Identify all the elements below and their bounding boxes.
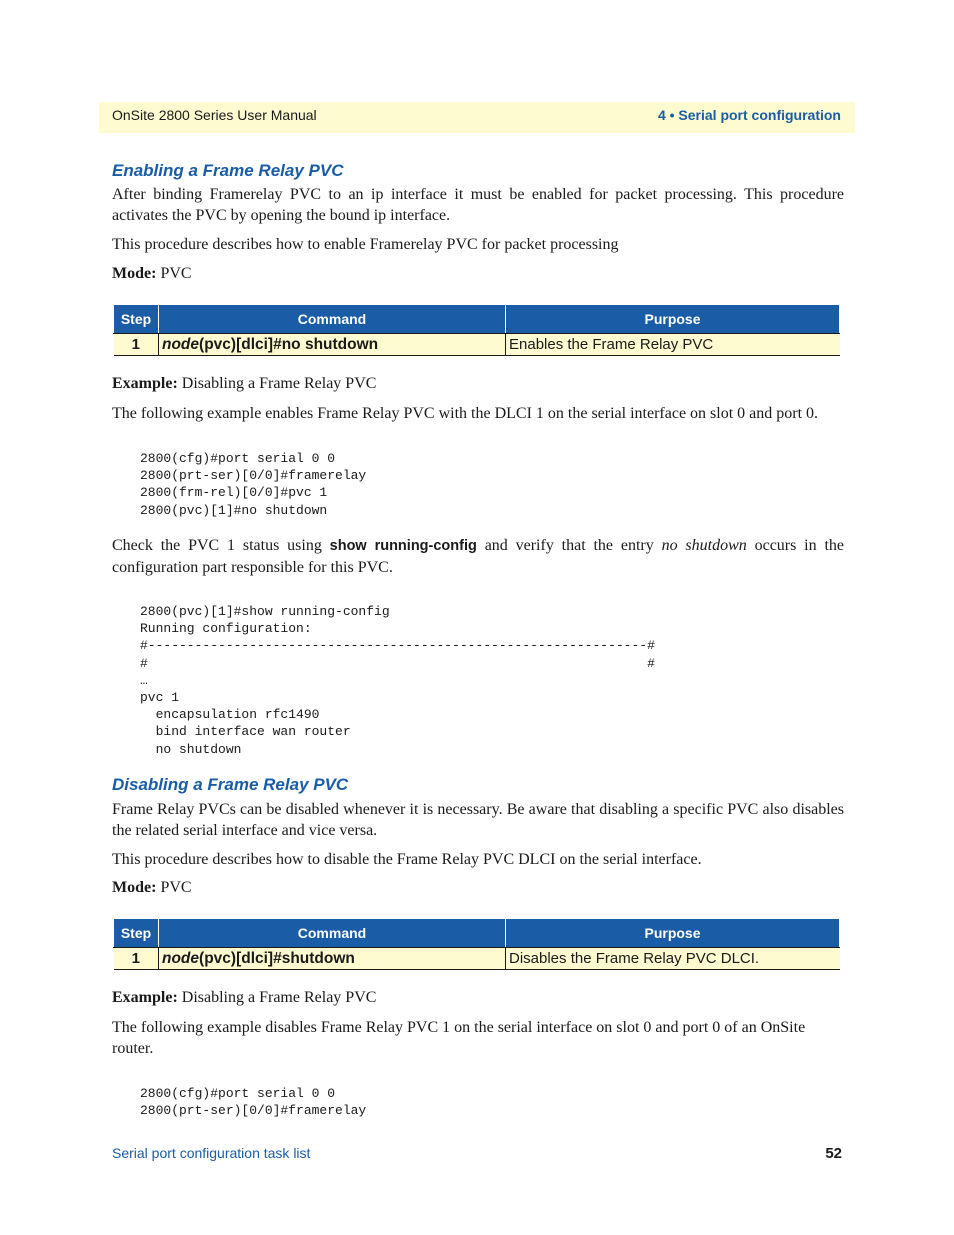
example-value: Disabling a Frame Relay PVC (177, 375, 377, 392)
section-heading-disable: Disabling a Frame Relay PVC (112, 775, 349, 794)
purpose-cell: Enables the Frame Relay PVC (506, 334, 840, 356)
enable-mode-line (112, 263, 844, 284)
disable-mode-line (112, 877, 844, 898)
disable-procedure-paragraph: This procedure describes how to disable the Frame Relay PVC DLCI on the serial interface. (112, 851, 702, 868)
table-header-command: Command (159, 305, 506, 334)
enable-procedure-paragraph: This procedure describes how to enable Framerelay PVC for packet processing (112, 236, 619, 253)
command-node: node (162, 949, 200, 967)
step-number: 1 (114, 948, 159, 970)
example-label: Example: (112, 375, 178, 392)
enable-command-table (113, 304, 840, 356)
example-value: Disabling a Frame Relay PVC (177, 989, 377, 1006)
disable-intro-paragraph: Frame Relay PVCs can be disabled whenever it is necessary. Be aware that disabling a specific PVC also disables the related serial interface and vice versa. (112, 801, 844, 839)
purpose-cell: Disables the Frame Relay PVC DLCI. (506, 948, 840, 970)
step-number: 1 (114, 334, 159, 356)
check-text-pre: Check the PVC 1 status using (112, 537, 330, 554)
disable-command-table (113, 918, 840, 970)
enable-example-description: The following example enables Frame Relay PVC with the DLCI 1 on the serial interface on slot 0 and port 0. (112, 405, 819, 422)
check-command: show running-config (329, 538, 477, 554)
section-heading-enable: Enabling a Frame Relay PVC (112, 161, 344, 180)
command-text: (pvc)[dlci]#shutdown (199, 949, 355, 967)
disable-example-description: The following example disables Frame Relay PVC 1 on the serial interface on slot 0 and port 0 of an OnSite router. (112, 1019, 806, 1057)
running-config-code-block: 2800(pvc)[1]#show running-config Running configuration: #----------------------------------------------------------------# # # … pvc 1 encapsulation rfc1490 bind interface wan router no shutdown (140, 604, 655, 757)
check-status-paragraph (112, 535, 844, 578)
enable-intro-paragraph: After binding Framerelay PVC to an ip interface it must be enabled for packet processing. This procedure activates the PVC by opening the bound ip interface. (112, 186, 844, 224)
mode-label: Mode: (112, 879, 157, 896)
check-entry: no shutdown (661, 537, 747, 554)
mode-value: PVC (156, 265, 192, 282)
command-cell (159, 334, 506, 356)
table-header-purpose: Purpose (506, 919, 840, 948)
command-text: (pvc)[dlci]#no shutdown (199, 335, 379, 353)
disable-code-block: 2800(cfg)#port serial 0 0 2800(prt-ser)[0/0]#framerelay (140, 1086, 367, 1119)
page-header (99, 102, 855, 133)
manual-title: OnSite 2800 Series User Manual (112, 107, 317, 123)
page-number: 52 (825, 1145, 842, 1162)
table-row (114, 334, 840, 356)
mode-label: Mode: (112, 265, 157, 282)
table-header-purpose: Purpose (506, 305, 840, 334)
check-text-post: occurs in the configuration part responsible for this PVC. (112, 537, 845, 576)
mode-value: PVC (156, 879, 192, 896)
table-header-step: Step (114, 305, 159, 334)
table-header-step: Step (114, 919, 159, 948)
chapter-title: 4 • Serial port configuration (657, 107, 841, 123)
enable-code-block: 2800(cfg)#port serial 0 0 2800(prt-ser)[0/0]#framerelay 2800(frm-rel)[0/0]#pvc 1 2800(pvc)[1]#no shutdown (140, 451, 367, 518)
disable-example-line (112, 987, 844, 1008)
command-node: node (162, 335, 200, 353)
example-label: Example: (112, 989, 178, 1006)
enable-example-line (112, 373, 844, 394)
footer-section-title: Serial port configuration task list (112, 1145, 311, 1161)
check-text-mid: and verify that the entry (476, 537, 662, 554)
table-header-command: Command (159, 919, 506, 948)
table-row (114, 948, 840, 970)
command-cell (159, 948, 506, 970)
